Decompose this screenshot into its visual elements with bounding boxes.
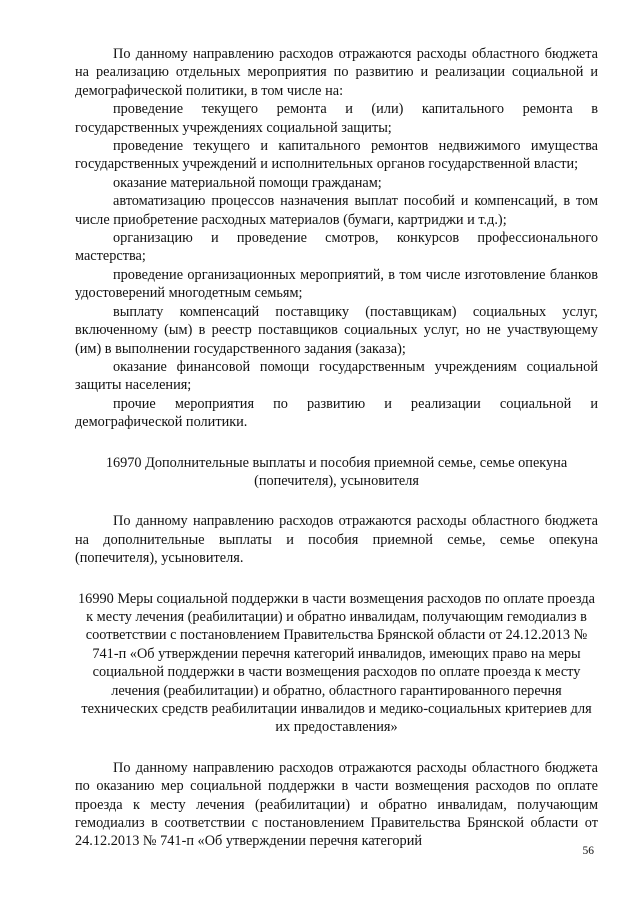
document-page bbox=[75, 45, 598, 851]
page-number: 56 bbox=[582, 845, 594, 857]
list-item: оказание финансовой помощи государственным учреждениям социальной защиты населения; bbox=[75, 358, 598, 394]
list-item: автоматизацию процессов назначения выплат пособий и компенсаций, в том числе приобретение расходных материалов (бумаги, картриджи и т.д.); bbox=[75, 193, 598, 228]
intro-paragraph: По данному направлению расходов отражаются расходы областного бюджета на реализацию отдельных мероприятия по развитию и реализации социальной и демографической политики, в том числе на: bbox=[75, 46, 598, 99]
list-item: организацию и проведение смотров, конкурсов профессионального мастерства; bbox=[75, 230, 598, 265]
list-item: оказание материальной помощи гражданам; bbox=[113, 174, 382, 191]
list-item: выплату компенсаций поставщику (поставщикам) социальных услуг, включенному (ым) в реестр поставщиков социальных услуг, но не участвующему (им) в выполнении государственного задания (заказа); bbox=[75, 303, 598, 357]
list-item: прочие мероприятия по развитию и реализации социальной и демографической политики. bbox=[75, 395, 598, 431]
section-heading-16970: 16970 Дополнительные выплаты и пособия приемной семье, семье опекуна (попечителя), усыновителя bbox=[105, 454, 568, 489]
list-item: проведение текущего и капитального ремонтов недвижимого имущества государственных учреждений и исполнительных органов государственной власти; bbox=[75, 138, 598, 173]
list-item: проведение текущего ремонта и (или) капитального ремонта в государственных учреждениях социальной защиты; bbox=[75, 101, 598, 136]
list-item: проведение организационных мероприятий, в том числе изготовление бланков удостоверений многодетным семьям; bbox=[75, 266, 598, 302]
section-heading-16990: 16990 Меры социальной поддержки в части возмещения расходов по оплате проезда к месту лечения (реабилитации) и обратно инвалидам, получающим гемодиализ в соответствии с постановлением Правительства Брянской области от 24.12.2013 № 741-п «Об утверждении перечня категорий инвалидов, имеющих право на меры социальной поддержки в части возмещения расходов по оплате проезда к месту лечения (реабилитации) и обратно, областного гарантированного перечня технических средств реабилитации инвалидов и медико-социальных критериев для их предоставления» bbox=[78, 590, 595, 736]
section-body-16970: По данному направлению расходов отражаются расходы областного бюджета на дополнительные выплаты и пособия приемной семье, семье опекуна (попечителя), усыновителя. bbox=[75, 513, 598, 567]
section-body-16990: По данному направлению расходов отражаются расходы областного бюджета по оказанию мер социальной поддержки в части возмещения расходов по оплате проезда к месту лечения (реабилитации) и обратно инвалидам, получающим гемодиализ в соответствии с постановлением Правительства Брянской области от 24.12.2013 № 741-п «Об утверждении перечня категорий bbox=[75, 759, 598, 850]
